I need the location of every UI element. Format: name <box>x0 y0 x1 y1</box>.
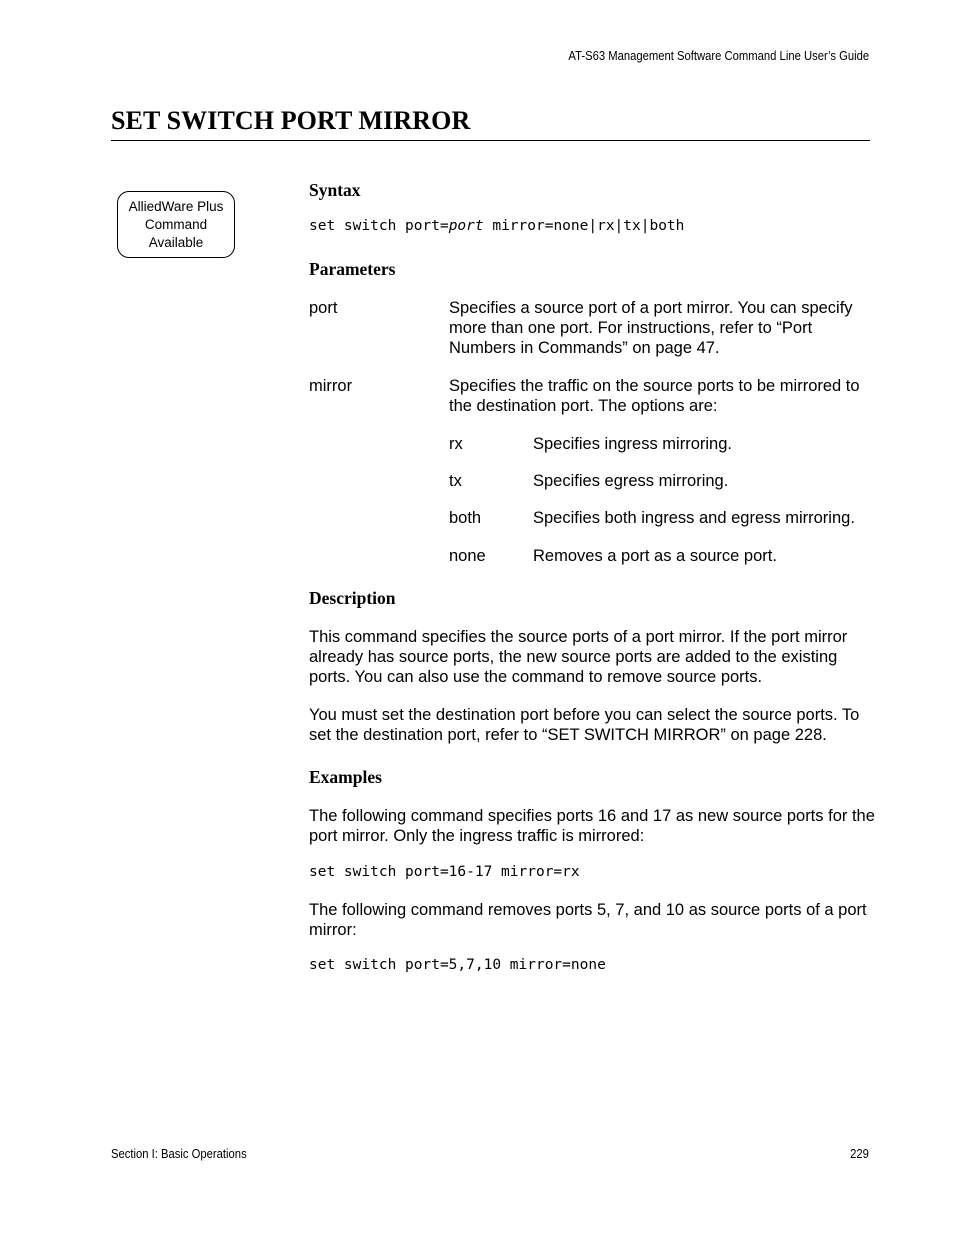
badge-line-2: Command <box>144 216 208 232</box>
option-desc-tx: Specifies egress mirroring. <box>533 472 729 490</box>
page-title: SET SWITCH PORT MIRROR <box>111 106 471 135</box>
syntax-heading: Syntax <box>309 180 361 200</box>
syntax-param: port <box>448 218 484 234</box>
syntax-suffix: mirror=none|rx|tx|both <box>483 218 685 234</box>
description-paragraph-2: You must set the destination port before you can select the source ports. To set the destination port, refer to “SET SWITCH MIRROR” on page 228. <box>309 706 860 744</box>
option-name-rx: rx <box>449 435 463 453</box>
badge-line-1: AlliedWare Plus <box>128 198 224 214</box>
option-desc-none: Removes a port as a source port. <box>533 547 777 565</box>
option-desc-both: Specifies both ingress and egress mirroring. <box>533 509 855 527</box>
option-name-tx: tx <box>449 472 462 490</box>
page-number: 229 <box>850 1147 869 1161</box>
param-desc-mirror: Specifies the traffic on the source ports to be mirrored to the destination port. The options are: <box>449 377 860 415</box>
example-1-command: set switch port=16-17 mirror=rx <box>309 864 580 880</box>
running-header: AT-S63 Management Software Command Line User’s Guide <box>568 49 869 63</box>
parameters-heading: Parameters <box>309 259 396 279</box>
param-name-mirror: mirror <box>309 377 353 395</box>
option-name-none: none <box>449 547 486 565</box>
badge-line-3: Available <box>148 234 204 250</box>
syntax-prefix: set switch port= <box>309 218 449 234</box>
description-paragraph-1: This command specifies the source ports of a port mirror. If the port mirror already has source ports, the new source ports are added to the existing ports. You can also use the command to remove source ports. <box>309 628 848 686</box>
examples-heading: Examples <box>309 767 382 787</box>
description-heading: Description <box>309 588 396 608</box>
param-name-port: port <box>309 299 338 317</box>
option-name-both: both <box>449 509 482 527</box>
example-1-text: The following command specifies ports 16 and 17 as new source ports for the port mirror. Only the ingress traffic is mirrored: <box>309 807 875 845</box>
example-2-command: set switch port=5,7,10 mirror=none <box>309 957 606 973</box>
param-desc-port: Specifies a source port of a port mirror. You can specify more than one port. For instructions, refer to “Port Numbers in Commands” on page 47. <box>449 299 853 357</box>
syntax-command <box>309 218 684 234</box>
example-2-text: The following command removes ports 5, 7, and 10 as source ports of a port mirror: <box>309 901 867 939</box>
footer-section: Section I: Basic Operations <box>111 1147 247 1161</box>
title-rule <box>111 140 870 141</box>
option-desc-rx: Specifies ingress mirroring. <box>533 435 732 453</box>
alliedware-plus-badge <box>117 191 235 258</box>
